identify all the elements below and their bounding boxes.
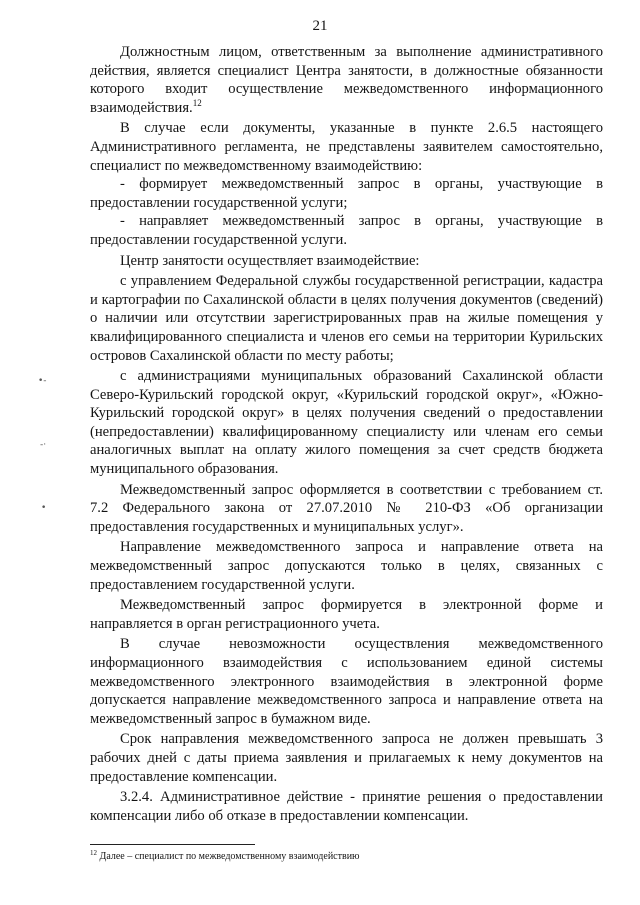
paragraph-documents-not-submitted: В случае если документы, указанные в пункте 2.6.5 настоящего Административного регламента, не представлены заявителем самостоятельно, специалист по межведомственному взаимодействию: — [90, 120, 603, 174]
paragraph-section-3-2-4: 3.2.4. Административное действие - принятие решения о предоставлении компенсации либо об отказе в предоставлении компенсации. — [90, 789, 603, 824]
list-item-sends-request: - направляет межведомственный запрос в органы, участвующие в предоставлении государственной услуги. — [90, 213, 603, 248]
page-number: 21 — [312, 18, 328, 34]
footnote-divider — [90, 844, 255, 845]
paragraph-municipal-interaction: с администрациями муниципальных образований Сахалинской области Северо-Курильский городской округ, «Курильский городской округ», «Южно-Курильский городской округ» в целях получения сведений о предоставлении (непредоставлении) квалифицированному специалисту или членам его семьи аналогичных выплат на оплату жилого помещения за счет средств бюджета муниципального образования. — [90, 368, 603, 478]
paragraph-request-purpose: Направление межведомственного запроса и направление ответа на межведомственный запрос допускаются только в целях, связанных с предоставлением государственной услуги. — [90, 539, 603, 593]
list-item-forms-request: - формирует межведомственный запрос в органы, участвующие в предоставлении государственной услуги; — [90, 176, 603, 211]
paragraph-responsible-official — [90, 43, 603, 117]
paragraph-request-deadline: Срок направления межведомственного запроса не должен превышать 3 рабочих дней с даты приема заявления и прилагаемых к нему документов на предоставление компенсации. — [90, 731, 603, 785]
paragraph-text: Должностным лицом, ответственным за выполнение административного действия, является специалист Центра занятости, в должностные обязанности которого входит осуществление межведомственного информационного взаимодействия. — [90, 44, 603, 116]
paragraph-interaction-intro: Центр занятости осуществляет взаимодействие: — [120, 252, 420, 269]
footnote-text: Далее – специалист по межведомственному взаимодействию — [97, 851, 360, 862]
paragraph-rosreestr-interaction: с управлением Федеральной службы государственной регистрации, кадастра и картографии по Сахалинской области в целях получения документов (сведений) о наличии или отсутствии зарегистрированных прав на жилые помещения у квалифицированного специалиста и членов его семьи на территории Курильских островов Сахалинской области по месту работы; — [90, 273, 603, 364]
paragraph-electronic-form: Межведомственный запрос формируется в электронной форме и направляется в орган регистрационного учета. — [90, 597, 603, 632]
scan-artifact-mark: • — [41, 503, 47, 513]
footnote-reference: 12 — [192, 97, 202, 108]
scan-artifact-mark: •‐ — [38, 376, 47, 386]
paragraph-request-format: Межведомственный запрос оформляется в соответствии с требованием ст. 7.2 Федерального закона от 27.07.2010 № 210-ФЗ «Об организации предоставления государственных и муниципальных услуг». — [90, 481, 603, 535]
footnote — [90, 851, 603, 863]
scan-artifact-mark: ‐· — [40, 440, 47, 450]
paragraph-paper-fallback: В случае невозможности осуществления межведомственного информационного взаимодействия с использованием единой системы межведомственного электронного взаимодействия в электронной форме допускается направление межведомственного запроса и направление ответа на межведомственный запрос в бумажном виде. — [90, 636, 603, 727]
footnote-mark: 12 — [90, 849, 97, 857]
document-body — [90, 43, 603, 825]
